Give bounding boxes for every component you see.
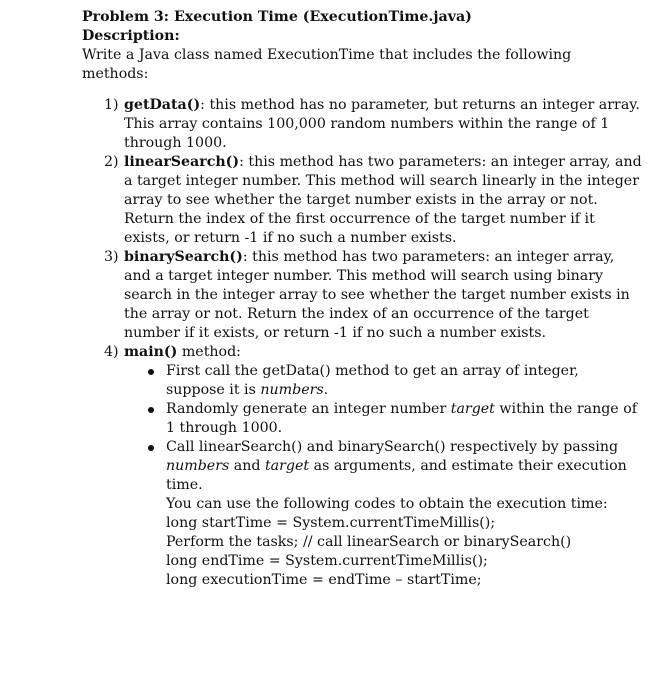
item-number: 1) xyxy=(104,97,119,113)
main-step-timing xyxy=(124,438,642,590)
problem-document xyxy=(82,8,642,590)
step-text-end: . xyxy=(323,382,329,398)
step-text-end: within the range of 1 through 1000. xyxy=(166,401,637,436)
timing-note: You can use the following codes to obtain the execution time: xyxy=(166,496,608,512)
main-step-target xyxy=(124,400,642,438)
method-list xyxy=(82,96,642,590)
method-description: : this method has no parameter, but returns an integer array. This array contains 100,000 random numbers within the range of 1 through 1000. xyxy=(124,97,640,151)
step-emphasis: numbers xyxy=(166,458,230,474)
step-text: First call the getData() method to get an array of integer, suppose it is xyxy=(166,363,579,398)
code-line-execution: long executionTime = endTime – startTime; xyxy=(166,572,482,588)
step-emphasis: target xyxy=(264,458,310,474)
code-line-task: Perform the tasks; // call linearSearch or binarySearch() xyxy=(166,534,572,550)
item-number: 4) xyxy=(104,344,119,360)
step-text: as arguments, and estimate their execution time. xyxy=(166,458,627,493)
item-number: 3) xyxy=(104,249,119,265)
item-number: 2) xyxy=(104,154,119,170)
method-item-linearsearch xyxy=(82,153,642,248)
intro-paragraph: Write a Java class named ExecutionTime that includes the following methods: xyxy=(82,47,572,82)
method-name: main() xyxy=(124,344,178,360)
method-description: method: xyxy=(177,344,241,360)
method-name: binarySearch() xyxy=(124,249,243,265)
step-text: Randomly generate an integer number xyxy=(166,401,451,417)
description-heading: Description: xyxy=(82,28,180,44)
step-emphasis: numbers xyxy=(260,382,324,398)
step-emphasis: target xyxy=(450,401,495,417)
method-item-binarysearch xyxy=(82,248,642,343)
bullet-icon xyxy=(148,445,154,451)
step-text: Call linearSearch() and binarySearch() respectively by passing xyxy=(166,439,619,455)
method-name: getData() xyxy=(124,97,201,113)
code-line-start: long startTime = System.currentTimeMillis(); xyxy=(166,515,496,531)
method-description: : this method has two parameters: an integer array, and a target integer number. This method will search using binary search in the integer array to see whether the target number exists in the array or not. Return the index of an occurrence of the target number if it exists, or return -1 if no such a number exists. xyxy=(124,249,630,341)
main-step-getdata xyxy=(124,362,642,400)
problem-title: Problem 3: Execution Time (ExecutionTime.java) xyxy=(82,9,472,25)
step-text: and xyxy=(229,458,265,474)
code-line-end: long endTime = System.currentTimeMillis(); xyxy=(166,553,488,569)
bullet-icon xyxy=(148,407,154,413)
method-item-main xyxy=(82,343,642,590)
method-name: linearSearch() xyxy=(124,154,240,170)
method-item-getdata xyxy=(82,96,642,153)
bullet-icon xyxy=(148,369,154,375)
main-steps-list xyxy=(124,362,642,590)
method-description: : this method has two parameters: an integer array, and a target integer number. This method will search linearly in the integer array to see whether the target number exists in the array or not. Return the index of the first occurrence of the target number if it exists, or return -1 if no such a number exists. xyxy=(124,154,642,246)
